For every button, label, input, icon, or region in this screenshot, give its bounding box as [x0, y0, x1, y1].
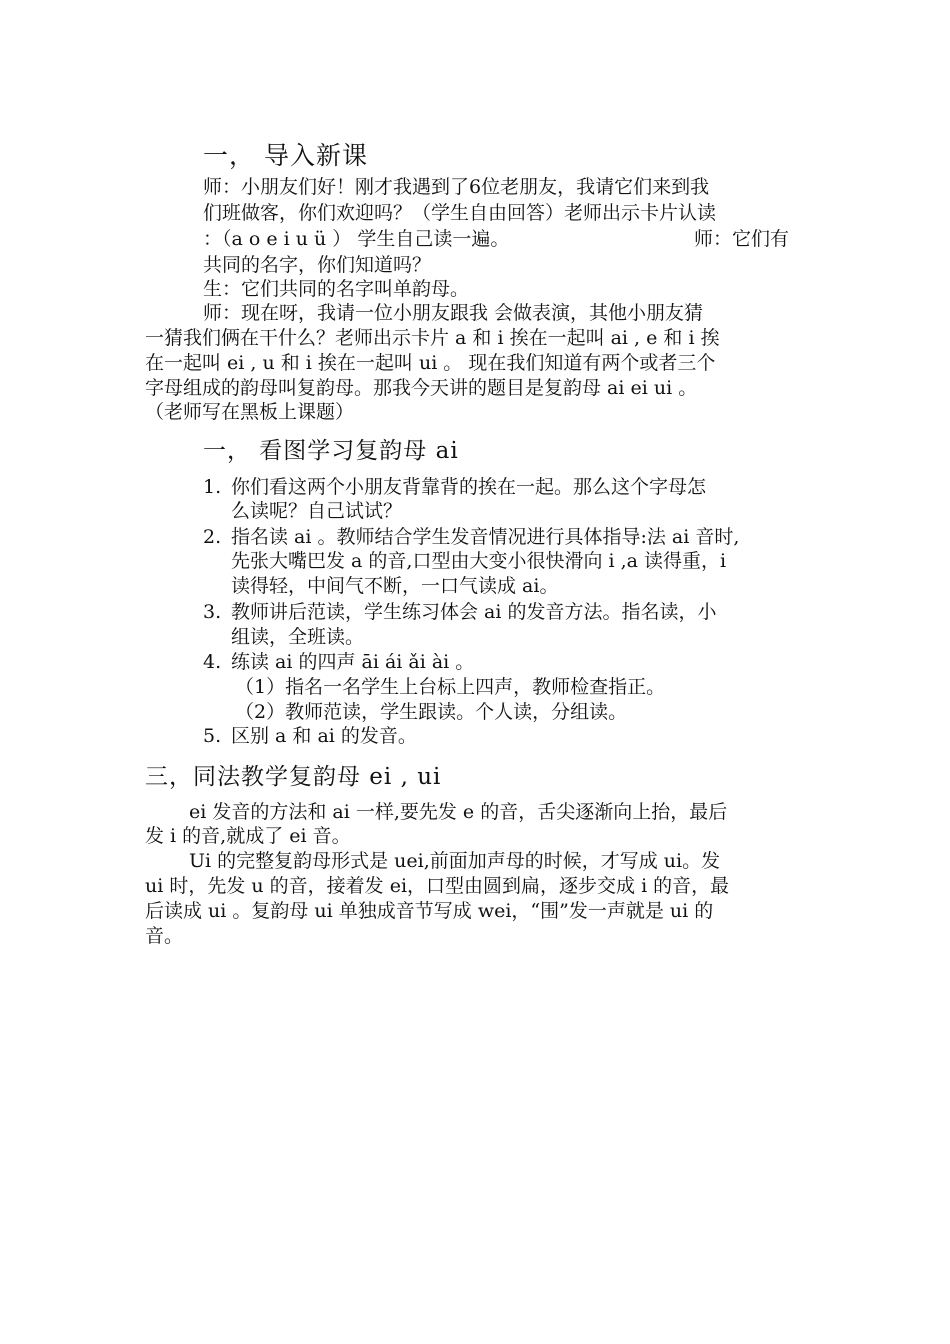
- list-item-number: 4.: [203, 651, 222, 673]
- paragraph-line: 字母组成的韵母叫复韵母。那我今天讲的题目是复韵母 ai ei ui 。: [145, 377, 698, 399]
- list-item-line: 区别 a 和 ai 的发音。: [231, 725, 417, 747]
- paragraph-line: 师：小朋友们好！刚才我遇到了6位老朋友，我请它们来到我: [203, 176, 710, 198]
- list-item-number: 5.: [203, 725, 222, 747]
- list-item-line: 练读 ai 的四声 āi ái ǎi ài 。: [231, 651, 475, 673]
- paragraph-line: 音。: [145, 925, 184, 947]
- sub-item-line: （1）指名一名学生上台标上四声，教师检查指正。: [235, 676, 666, 698]
- list-item-number: 3.: [203, 601, 222, 623]
- list-item-line: 你们看这两个小朋友背靠背的挨在一起。那么这个字母怎: [231, 476, 707, 498]
- paragraph-line: 生：它们共同的名字叫单韵母。: [203, 278, 470, 300]
- paragraph-line: ui 时，先发 u 的音，接着发 ei，口型由圆到扁，逐步交成 i 的音，最: [145, 875, 730, 897]
- paragraph-line: ：（a o e i u ü ） 学生自己读一遍。: [203, 228, 510, 250]
- list-item-line: 组读，全班读。: [231, 626, 365, 648]
- list-item-number: 1.: [203, 476, 222, 498]
- paragraph-line: 共同的名字，你们知道吗？: [203, 254, 432, 276]
- paragraph-line: 发 i 的音,就成了 ei 音。: [145, 825, 351, 847]
- paragraph-line: 后读成 ui 。复韵母 ui 单独成音节写成 wei，“围”发一声就是 ui 的: [145, 900, 714, 922]
- paragraph-line: 在一起叫 ei , u 和 i 挨在一起叫 ui 。 现在我们知道有两个或者三个: [145, 352, 716, 374]
- paragraph-line: 们班做客，你们欢迎吗？（学生自由回答）老师出示卡片认读: [203, 202, 717, 224]
- paragraph-line: （老师写在黑板上课题）: [145, 401, 355, 423]
- list-item-line: 先张大嘴巴发 a 的音,口型由大变小很快滑向 i ,a 读得重，i: [231, 550, 727, 572]
- section-heading-ai: 一， 看图学习复韵母 ai: [203, 438, 459, 464]
- paragraph-line: 一猜我们俩在干什么？老师出示卡片 a 和 i 挨在一起叫 ai , e 和 i 挨: [145, 327, 720, 349]
- paragraph-line: ei 发音的方法和 ai 一样,要先发 e 的音，舌尖逐渐向上抬，最后: [189, 801, 728, 823]
- paragraph-line: Ui 的完整复韵母形式是 uei,前面加声母的时候，才写成 ui。发: [189, 850, 721, 872]
- list-item-number: 2.: [203, 526, 222, 548]
- list-item-line: 指名读 ai 。教师结合学生发音情况进行具体指导:法 ai 音时,: [231, 526, 740, 548]
- section-heading-ei-ui: 三，同法教学复韵母 ei , ui: [145, 764, 442, 790]
- list-item-line: 教师讲后范读，学生练习体会 ai 的发音方法。指名读，小: [231, 601, 717, 623]
- paragraph-line: 师：它们有: [694, 228, 790, 250]
- list-item-line: 么读呢？自己试试？: [231, 500, 403, 522]
- section-heading-intro: 一， 导入新课: [203, 141, 368, 170]
- list-item-line: 读得轻，中间气不断，一口气读成 ai。: [231, 575, 559, 597]
- paragraph-line: 师：现在呀，我请一位小朋友跟我 会做表演，其他小朋友猜: [203, 302, 704, 324]
- sub-item-line: （2）教师范读，学生跟读。个人读，分组读。: [235, 701, 628, 723]
